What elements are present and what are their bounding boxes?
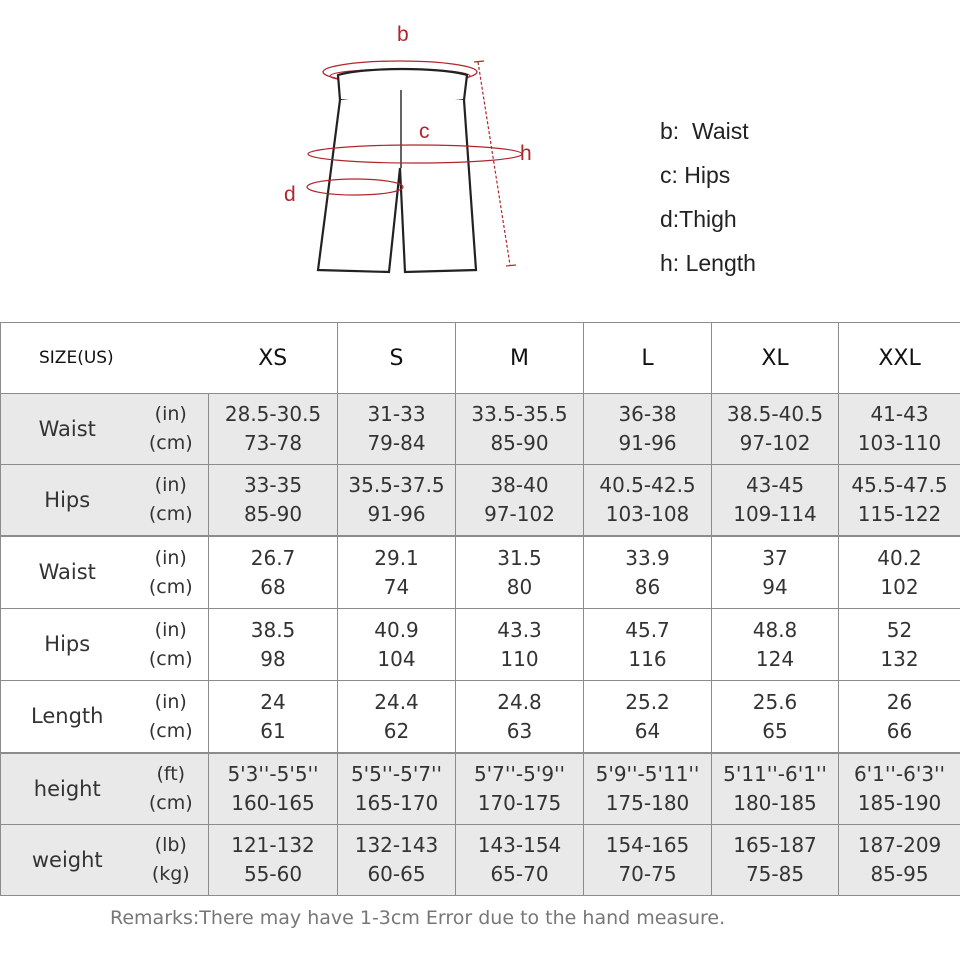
row-units: [134, 537, 209, 609]
table-row: [1, 465, 960, 536]
row-units: [134, 754, 209, 825]
table-cell: [209, 825, 338, 896]
cell-value: 109-114: [733, 502, 817, 526]
cell-value: 97-102: [739, 431, 811, 455]
table-cell: [584, 754, 712, 825]
table-cell: [209, 681, 338, 753]
table-cell: [209, 394, 338, 465]
size-header-l: L: [584, 323, 712, 394]
table-cell: [456, 825, 584, 896]
cell-value: 24.8: [497, 689, 542, 714]
row-label-waist: Waist: [1, 537, 134, 609]
cell-value: 103-110: [857, 431, 942, 455]
cell-value: 25.2: [625, 689, 670, 714]
cell-value: 85-95: [870, 862, 929, 886]
cell-value: 40.9: [374, 617, 419, 642]
cell-value: 6'1''-6'3'': [853, 762, 946, 786]
measurement-legend: [660, 116, 756, 292]
table-row: [1, 609, 960, 681]
cell-value: 132: [880, 646, 919, 671]
unit-label: (lb): [154, 834, 187, 856]
table-cell: [456, 609, 584, 681]
table-cell: [456, 394, 584, 465]
table-cell: [839, 537, 960, 609]
cell-value: 33-35: [243, 473, 303, 497]
cell-value: 79-84: [367, 431, 426, 455]
cell-value: 41-43: [870, 402, 929, 426]
cell-value: 73-78: [243, 431, 303, 455]
row-units: [134, 465, 209, 536]
cell-value: 31.5: [497, 545, 542, 570]
row-units: [134, 825, 209, 896]
cell-value: 91-96: [367, 502, 426, 526]
cell-value: 48.8: [752, 617, 798, 642]
cell-value: 40.2: [877, 545, 922, 570]
cell-value: 60-65: [367, 862, 426, 886]
cell-value: 43.3: [497, 617, 542, 642]
table-cell: [456, 754, 584, 825]
cell-value: 5'11''-6'1'': [723, 762, 827, 786]
cell-value: 55-60: [243, 862, 303, 886]
table-cell: [712, 465, 839, 536]
cell-value: 25.6: [752, 689, 798, 714]
row-units: [134, 394, 209, 465]
table-cell: [338, 825, 456, 896]
unit-label: (cm): [148, 432, 193, 454]
cell-value: 165-187: [733, 833, 817, 857]
table-cell: [338, 609, 456, 681]
table-cell: [209, 537, 338, 609]
table-cell: [712, 754, 839, 825]
cell-value: 143-154: [477, 833, 562, 857]
table-cell: [839, 465, 960, 536]
cell-value: 61: [260, 718, 286, 743]
remarks-note: Remarks:There may have 1-3cm Error due to the hand measure.: [110, 907, 726, 929]
cell-value: 187-209: [857, 833, 942, 857]
cell-value: 28.5-30.5: [224, 402, 322, 426]
size-us-label: SIZE(US): [1, 323, 209, 394]
cell-value: 40.5-42.5: [599, 473, 696, 497]
cell-value: 154-165: [605, 833, 690, 857]
table-cell: [584, 609, 712, 681]
size-header-s: S: [338, 323, 456, 394]
cell-value: 103-108: [605, 502, 690, 526]
cell-value: 5'3''-5'5'': [227, 762, 319, 786]
table-cell: [584, 825, 712, 896]
cell-value: 33.9: [625, 545, 670, 570]
cell-value: 175-180: [605, 791, 690, 815]
cell-value: 75-85: [745, 862, 805, 886]
cell-value: 110: [500, 646, 539, 671]
unit-label: (in): [154, 546, 187, 569]
row-label-weight: weight: [1, 825, 134, 896]
table-cell: [839, 609, 960, 681]
cell-value: 45.5-47.5: [851, 473, 948, 497]
table-cell: [712, 394, 839, 465]
cell-value: 86: [634, 574, 661, 599]
cell-value: 24.4: [374, 689, 419, 714]
table-cell: [338, 681, 456, 753]
unit-label: (cm): [148, 719, 193, 742]
table-cell: [209, 465, 338, 536]
table-cell: [456, 537, 584, 609]
cell-value: 63: [506, 718, 533, 743]
cell-value: 52: [886, 617, 913, 642]
table-cell: [456, 465, 584, 536]
table-cell: [584, 537, 712, 609]
cell-value: 43-45: [745, 473, 805, 497]
unit-label: (kg): [151, 863, 190, 885]
table-cell: [584, 394, 712, 465]
cell-value: 132-143: [354, 833, 439, 857]
cell-value: 121-132: [231, 833, 315, 857]
row-label-length: Length: [1, 681, 134, 753]
cell-value: 33.5-35.5: [471, 402, 568, 426]
unit-label: (in): [154, 474, 187, 496]
label-c: c: [419, 120, 430, 143]
cell-value: 170-175: [477, 791, 562, 815]
cell-value: 62: [383, 718, 410, 743]
cell-value: 45.7: [625, 617, 670, 642]
cell-value: 68: [260, 574, 286, 599]
cell-value: 24: [260, 689, 286, 714]
table-cell: [338, 537, 456, 609]
cell-value: 66: [886, 718, 913, 743]
table-cell: [839, 681, 960, 753]
cell-value: 26.7: [250, 545, 296, 570]
cell-value: 116: [628, 646, 667, 671]
cell-value: 38.5: [250, 617, 296, 642]
cell-value: 98: [260, 646, 286, 671]
label-b: b: [397, 23, 409, 46]
cell-value: 38.5-40.5: [726, 402, 824, 426]
cell-value: 70-75: [618, 862, 677, 886]
cell-value: 5'9''-5'11'': [595, 762, 700, 786]
cell-value: 29.1: [374, 545, 419, 570]
cell-value: 26: [886, 689, 913, 714]
unit-label: (in): [154, 618, 187, 641]
cell-value: 97-102: [484, 502, 555, 526]
legend-thigh: d:Thigh: [660, 206, 737, 232]
cell-value: 115-122: [857, 502, 942, 526]
size-header-m: M: [456, 323, 584, 394]
cell-value: 85-90: [490, 431, 549, 455]
cell-value: 36-38: [618, 402, 677, 426]
cell-value: 185-190: [857, 791, 942, 815]
cell-value: 80: [506, 574, 533, 599]
cell-value: 180-185: [733, 791, 817, 815]
table-cell: [338, 465, 456, 536]
unit-label: (in): [154, 690, 187, 713]
row-units: [134, 681, 209, 753]
cell-value: 5'5''-5'7'': [350, 762, 443, 786]
cell-value: 65-70: [490, 862, 549, 886]
size-header-row: [1, 323, 960, 394]
row-label-height: height: [1, 754, 134, 825]
cell-value: 124: [755, 646, 795, 671]
cell-value: 160-165: [231, 791, 315, 815]
legend-hips: c: Hips: [660, 162, 731, 188]
table-cell: [839, 825, 960, 896]
size-header-xxl: XXL: [839, 323, 960, 394]
label-h: h: [520, 142, 532, 165]
cell-value: 35.5-37.5: [348, 473, 445, 497]
unit-label: (cm): [148, 575, 193, 598]
cell-value: 65: [762, 718, 788, 743]
table-row: [1, 394, 960, 465]
table-cell: [584, 681, 712, 753]
table-cell: [209, 754, 338, 825]
legend-length: h: Length: [660, 250, 756, 276]
table-cell: [839, 394, 960, 465]
unit-label: (ft): [156, 763, 186, 785]
cell-value: 38-40: [490, 473, 549, 497]
table-cell: [338, 754, 456, 825]
cell-value: 85-90: [243, 502, 303, 526]
table-cell: [839, 754, 960, 825]
table-row: [1, 537, 960, 609]
size-header-xs: XS: [209, 323, 338, 394]
table-cell: [712, 681, 839, 753]
cell-value: 104: [377, 646, 416, 671]
cell-value: 74: [383, 574, 410, 599]
cell-value: 64: [634, 718, 661, 743]
cell-value: 102: [880, 574, 919, 599]
table-cell: [712, 609, 839, 681]
table-cell: [209, 609, 338, 681]
shorts-diagram: [270, 20, 570, 290]
table-cell: [712, 825, 839, 896]
unit-label: (in): [154, 403, 187, 425]
cell-value: 91-96: [618, 431, 677, 455]
cell-value: 165-170: [354, 791, 439, 815]
row-label-hips: Hips: [1, 609, 134, 681]
cell-value: 94: [762, 574, 788, 599]
label-d: d: [284, 183, 296, 206]
legend-waist: b: Waist: [660, 118, 749, 144]
row-label-hips: Hips: [1, 465, 134, 536]
cell-value: 5'7''-5'9'': [473, 762, 566, 786]
table-row: [1, 681, 960, 753]
table-row: [1, 754, 960, 825]
unit-label: (cm): [148, 792, 193, 814]
table-cell: [338, 394, 456, 465]
unit-label: (cm): [148, 647, 193, 670]
cell-value: 37: [762, 545, 788, 570]
unit-label: (cm): [148, 503, 193, 525]
size-chart-table: [0, 322, 960, 896]
size-header-xl: XL: [712, 323, 839, 394]
cell-value: 31-33: [367, 402, 426, 426]
table-cell: [584, 465, 712, 536]
row-units: [134, 609, 209, 681]
table-cell: [456, 681, 584, 753]
row-label-waist: Waist: [1, 394, 134, 465]
table-cell: [712, 537, 839, 609]
table-row: [1, 825, 960, 896]
